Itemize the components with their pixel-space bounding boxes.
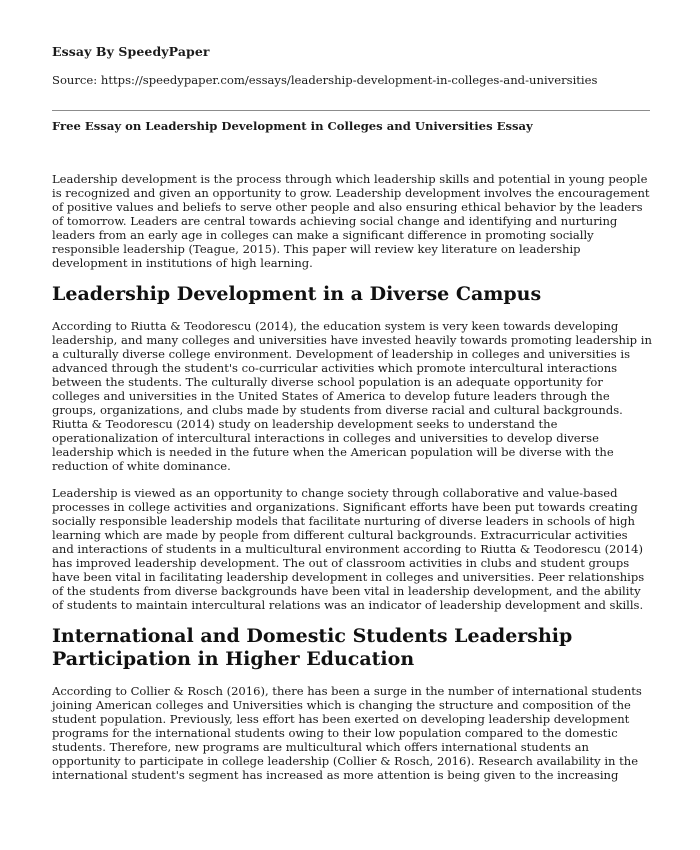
essay-title: Free Essay on Leadership Development in Colleges and Universities Essay bbox=[52, 119, 533, 133]
intro-paragraph: Leadership development is the process through which leadership skills and potential in young people is recognized and given an opportunity to grow. Leadership development involves the encouragement of positive values and beliefs to serve other people and also ensuring ethical behavior by the leaders of tomorrow. Leaders are central towards achieving social change and identifying and nurturing leaders from an early age in colleges can make a significant difference in promoting socially responsible leadership (Teague, 2015). This paper will review key literature on leadership development in institutions of high learning. bbox=[52, 172, 650, 270]
section-paragraph: According to Riutta & Teodorescu (2014), the education system is very keen towards developing leadership, and many colleges and universities have invested heavily towards promoting leadership in a culturally diverse college environment. Development of leadership in colleges and universities is advanced through the student's co-curricular activities which promote intercultural interactions between the students. The culturally diverse school population is an adequate opportunity for colleges and universities in the United States of America to develop future leaders through the groups, organizations, and clubs made by students from diverse racial and cultural backgrounds. Riutta & Teodorescu (2014) study on leadership development seeks to understand the operationalization of intercultural interactions in colleges and universities to develop diverse leadership which is needed in the future when the American population will be diverse with the reduction of white dominance. bbox=[52, 319, 652, 473]
source-line: Source: https://speedypaper.com/essays/leadership-development-in-colleges-and-universities bbox=[52, 73, 598, 87]
section-heading: International and Domestic Students Leadership Participation in Higher Education bbox=[52, 625, 573, 670]
section-paragraph: According to Collier & Rosch (2016), there has been a surge in the number of international students joining American colleges and Universities which is changing the structure and composition of the student population. Previously, less effort has been exerted on developing leadership development programs for the international students owing to their low population compared to the domestic students. Therefore, new programs are multicultural which offers international students an opportunity to participate in college leadership (Collier & Rosch, 2016). Research availability in the international student's segment has increased as more attention is being given to the increasing bbox=[52, 684, 642, 782]
header-divider bbox=[52, 110, 650, 111]
section-paragraph: Leadership is viewed as an opportunity to change society through collaborative and value-based processes in college activities and organizations. Significant efforts have been put towards creating socially responsible leadership models that facilitate nurturing of diverse leaders in schools of high learning which are made by people from different cultural backgrounds. Extracurricular activities and interactions of students in a multicultural environment according to Riutta & Teodorescu (2014) has improved leadership development. The out of classroom activities in clubs and student groups have been vital in facilitating leadership development in colleges and universities. Peer relationships of the students from diverse backgrounds have been vital in leadership development, and the ability of students to maintain intercultural relations was an indicator of leadership development and skills. bbox=[52, 486, 645, 612]
section-heading: Leadership Development in a Diverse Campus bbox=[52, 283, 542, 305]
essay-body bbox=[52, 172, 652, 795]
brand-label: Essay By SpeedyPaper bbox=[52, 44, 210, 59]
